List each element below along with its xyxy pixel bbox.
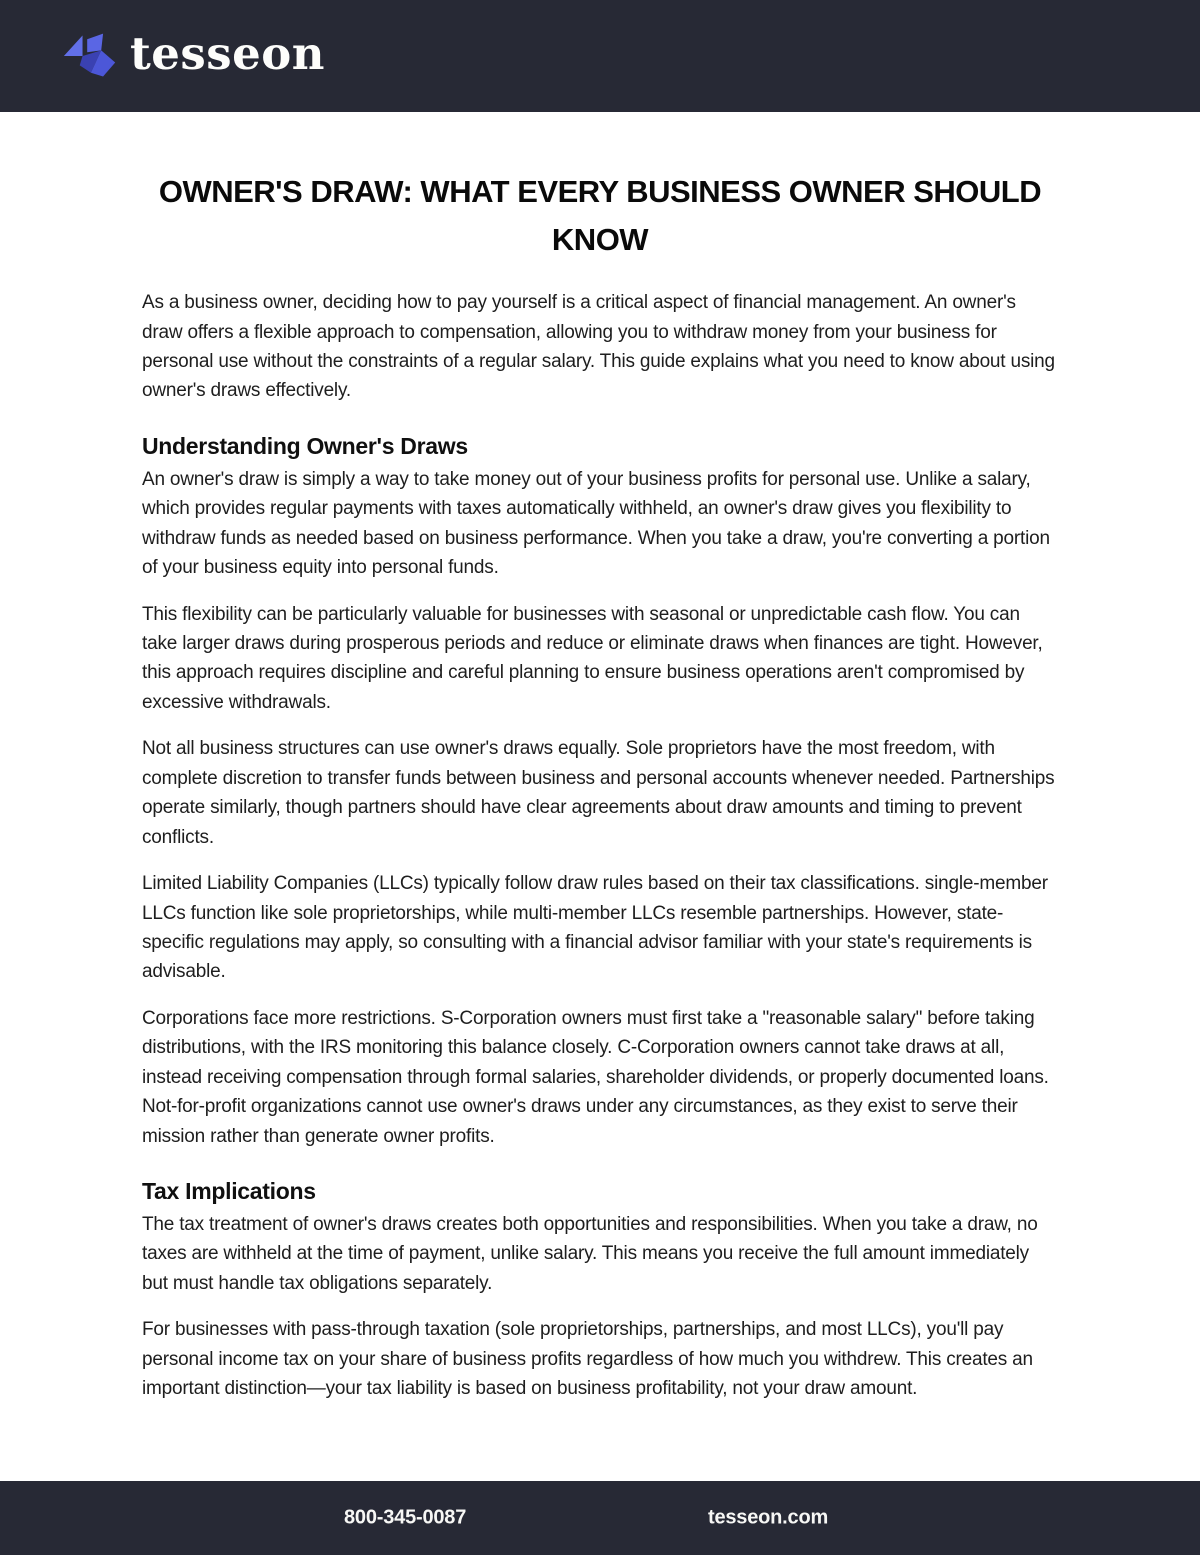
paragraph: The tax treatment of owner's draws creates both opportunities and responsibilities. When you take a draw, no taxes are withheld at the time of payment, unlike salary. This means you receive the full amount immediately but must handle tax obligations separately.: [142, 1214, 1038, 1294]
page-title: OWNER'S DRAW: WHAT EVERY BUSINESS OWNER SHOULD KNOW: [158, 174, 1042, 258]
paragraph: This flexibility can be particularly valuable for businesses with seasonal or unpredictable cash flow. You can take larger draws during prosperous periods and reduce or eliminate draws when finances are tight. However, this approach requires discipline and careful planning to ensure business operations aren't compromised by excessive withdrawals.: [142, 603, 1043, 713]
section-heading-tax-implications: Tax Implications: [142, 1178, 316, 1205]
intro-paragraph: As a business owner, deciding how to pay yourself is a critical aspect of financial management. An owner's draw offers a flexible approach to compensation, allowing you to withdraw money from your business for personal use without the constraints of a regular salary. This guide explains what you need to know about using owner's draws effectively.: [142, 292, 1055, 402]
tesseon-logo: [62, 28, 325, 84]
paragraph: An owner's draw is simply a way to take money out of your business profits for personal use. Unlike a salary, which provides regular payments with taxes automatically withheld, an owner's draw gives you flexibility to withdraw funds as needed based on business performance. When you take a draw, you're converting a portion of your business equity into personal funds.: [142, 468, 1050, 579]
footer-phone: 800-345-0087: [344, 1506, 467, 1529]
tesseon-logo-icon: [62, 28, 118, 84]
paragraph: Corporations face more restrictions. S-Corporation owners must first take a "reasonable salary" before taking distributions, with the IRS monitoring this balance closely. C-Corporation owners cannot take draws at all, instead receiving compensation through formal salaries, shareholder dividends, or properly documented loans. Not-for-profit organizations cannot use owner's draws under any circumstances, as they exist to serve their mission rather than generate owner profits.: [142, 1007, 1049, 1147]
tesseon-wordmark: tesseon: [130, 26, 325, 80]
document-body: [0, 112, 1200, 1481]
paragraph: Limited Liability Companies (LLCs) typically follow draw rules based on their tax classifications. single-member LLCs function like sole proprietorships, while multi-member LLCs resemble partnerships. However, state-specific regulations may apply, so consulting with a financial advisor familiar with your state's requirements is advisable.: [142, 873, 1048, 983]
site-header: [0, 0, 1200, 112]
paragraph: Not all business structures can use owner's draws equally. Sole proprietors have the most freedom, with complete discretion to transfer funds between business and personal accounts whenever needed. Partnerships operate similarly, though partners should have clear agreements about draw amounts and timing to prevent conflicts.: [142, 738, 1055, 848]
footer-website: tesseon.com: [708, 1506, 829, 1529]
site-footer: [0, 1481, 1200, 1555]
section-heading-understanding-owners-draws: Understanding Owner's Draws: [142, 432, 468, 459]
paragraph: For businesses with pass-through taxation (sole proprietorships, partnerships, and most LLCs), you'll pay personal income tax on your share of business profits regardless of how much you withdrew. This creates an important distinction—your tax liability is based on business profitability, not your draw amount.: [142, 1319, 1033, 1400]
